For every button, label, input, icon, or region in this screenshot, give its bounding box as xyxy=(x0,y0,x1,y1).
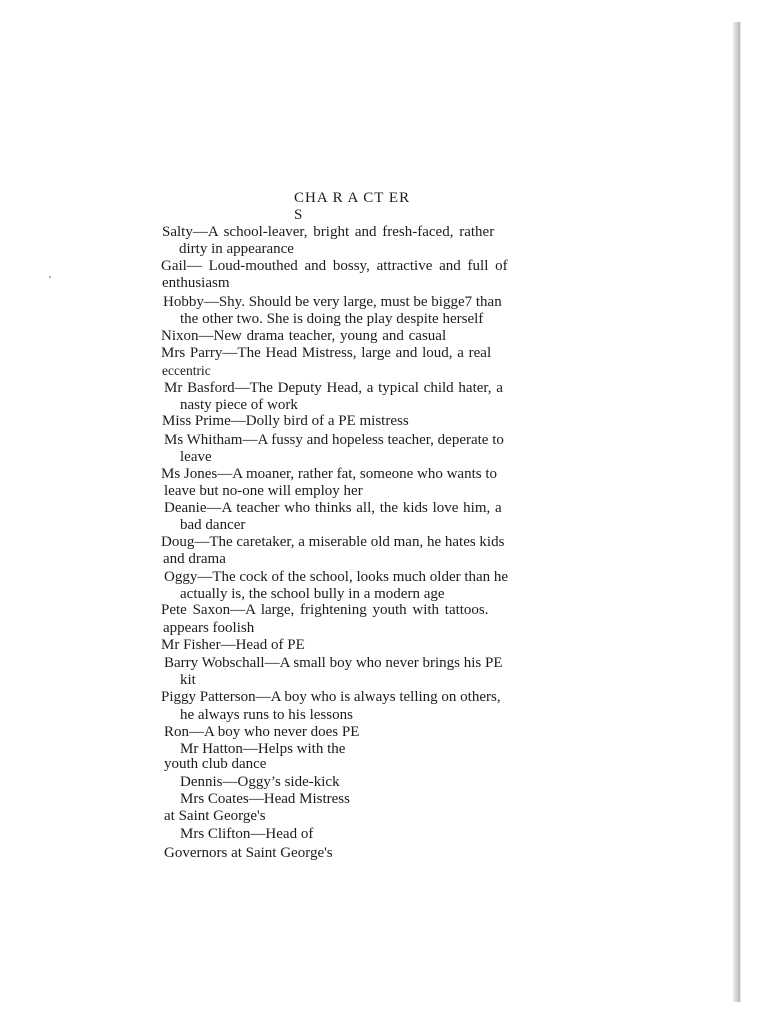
text-line: Salty—A school-leaver, bright and fresh-faced, rather xyxy=(162,224,495,240)
text-line: Doug—The caretaker, a miserable old man, he hates kids xyxy=(161,534,505,550)
text-line: the other two. She is doing the play despite herself xyxy=(180,311,484,327)
text-line: Mr Basford—The Deputy Head, a typical child hater, a xyxy=(164,380,503,396)
text-line: Barry Wobschall—A small boy who never brings his PE xyxy=(164,655,503,671)
page-title-line-2: S xyxy=(294,207,304,223)
text-line: Pete Saxon—A large, frightening youth with tattoos. xyxy=(161,602,489,618)
text-line: actually is, the school bully in a modern age xyxy=(180,586,445,602)
text-line: Ms Whitham—A fussy and hopeless teacher, deperate to xyxy=(164,432,504,448)
text-line: Miss Prime—Dolly bird of a PE mistress xyxy=(162,413,409,429)
text-line: enthusiasm xyxy=(162,275,230,291)
text-line: Deanie—A teacher who thinks all, the kids love him, a xyxy=(164,500,502,516)
page-edge-shadow xyxy=(732,22,742,1002)
text-line: dirty in appearance xyxy=(179,241,294,257)
page-edge-line xyxy=(738,22,740,1002)
text-line: Hobby—Shy. Should be very large, must be bigge7 than xyxy=(163,294,502,310)
page-title-line-1: CHA R A CT ER xyxy=(294,190,411,206)
text-line: nasty piece of work xyxy=(180,397,298,413)
text-line: leave but no-one will employ her xyxy=(164,483,363,499)
text-line: Governors at Saint George's xyxy=(164,845,333,861)
text-line: kit xyxy=(180,672,196,688)
margin-mark: ' xyxy=(49,274,51,286)
text-line: Ms Jones—A moaner, rather fat, someone who wants to xyxy=(161,466,497,482)
text-line: at Saint George's xyxy=(164,808,266,824)
text-line: he always runs to his lessons xyxy=(180,707,353,723)
text-line: Mr Fisher—Head of PE xyxy=(161,637,305,653)
text-line: youth club dance xyxy=(164,756,267,772)
text-line: Oggy—The cock of the school, looks much older than he xyxy=(164,569,509,585)
page-title xyxy=(294,190,434,224)
text-line: Nixon—New drama teacher, young and casual xyxy=(161,328,447,344)
text-line: bad dancer xyxy=(180,517,246,533)
text-line: Piggy Patterson—A boy who is always telling on others, xyxy=(161,689,501,705)
text-line: Mrs Coates—Head Mistress xyxy=(180,791,350,807)
text-line: Ron—A boy who never does PE xyxy=(164,724,360,740)
text-line: Mr Hatton—Helps with the xyxy=(180,741,346,757)
text-line: eccentric xyxy=(162,363,211,378)
text-line: and drama xyxy=(163,551,226,567)
text-line: Gail— Loud-mouthed and bossy, attractive and full of xyxy=(161,258,508,274)
text-line: Dennis—Oggy’s side-kick xyxy=(180,774,340,790)
text-line: leave xyxy=(180,449,212,465)
text-line: Mrs Parry—The Head Mistress, large and loud, a real xyxy=(161,345,492,361)
text-line: appears foolish xyxy=(163,620,255,636)
text-line: Mrs Clifton—Head of xyxy=(180,826,314,842)
